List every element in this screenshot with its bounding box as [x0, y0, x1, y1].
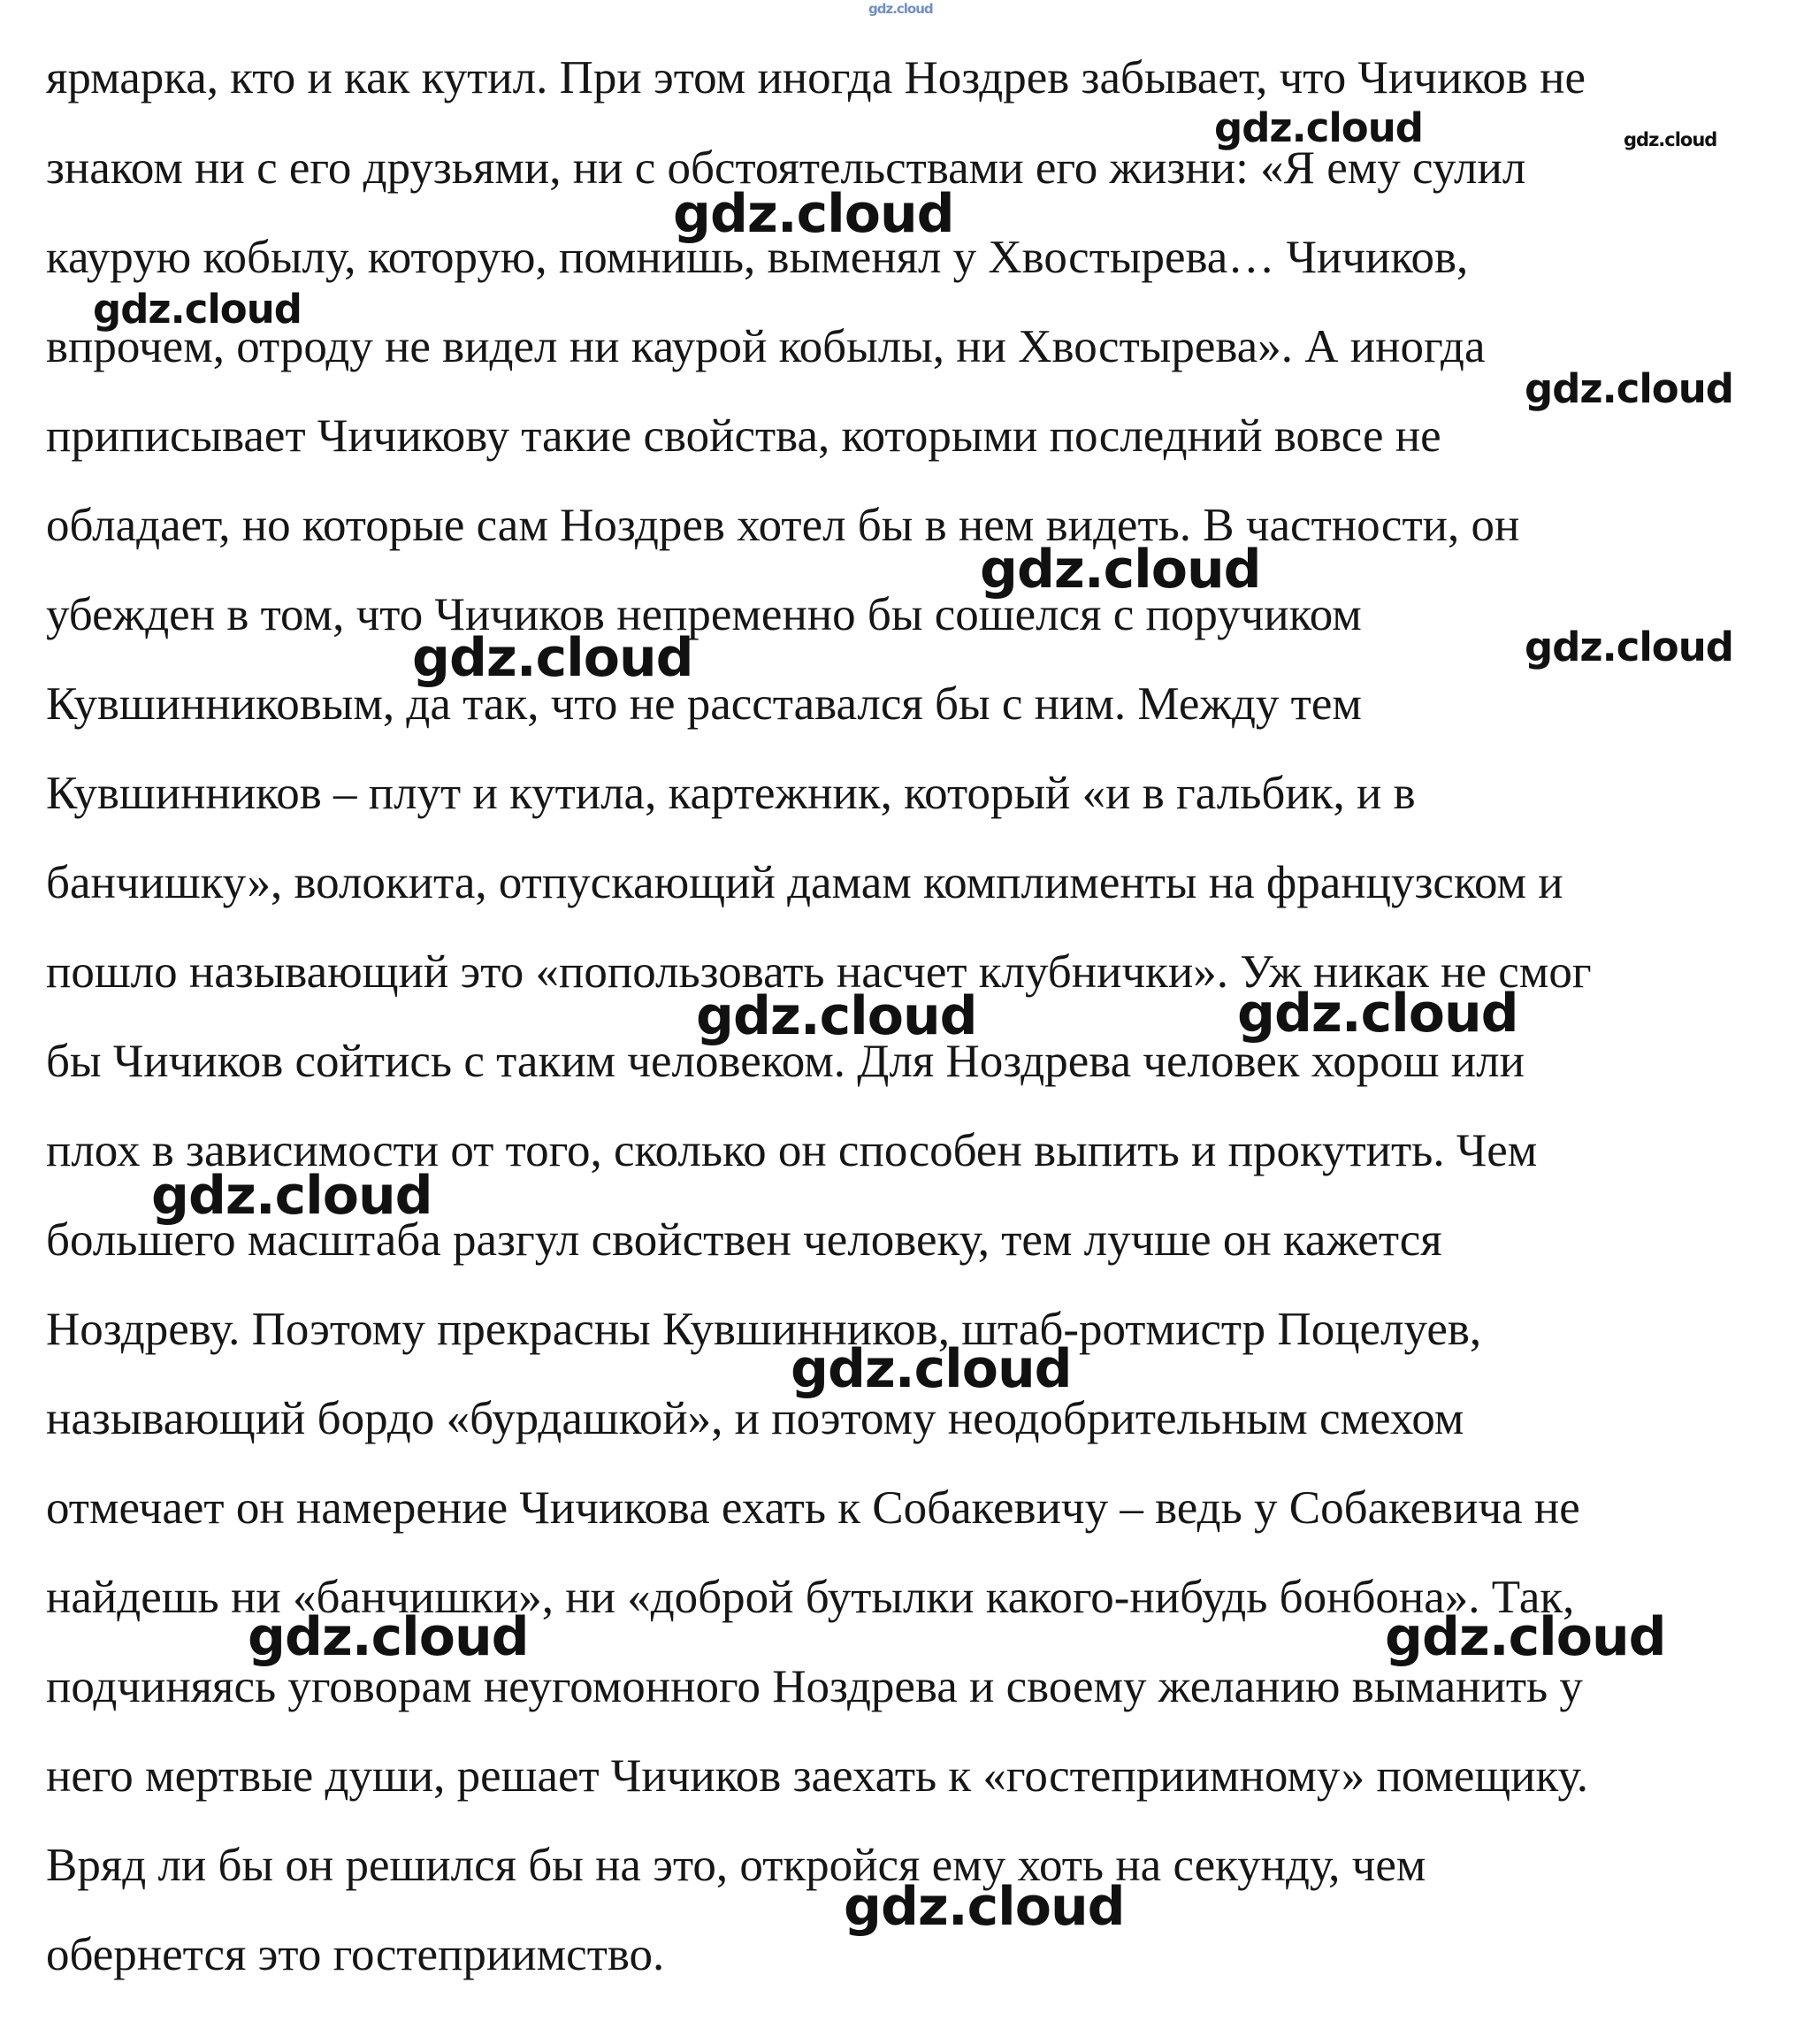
text-line: ярмарка, кто и как кутил. При этом иногда Ноздрев забывает, что Чичиков не — [46, 52, 1586, 103]
text-line: него мертвые души, решает Чичиков заехать к «гостеприимному» помещику. — [46, 1750, 1588, 1802]
watermark: gdz.cloud — [93, 286, 302, 333]
text-line: каурую кобылу, которую, помнишь, выменял у Хвостырева… Чичиков, — [46, 232, 1469, 283]
text-line: убежден в том, что Чичиков непременно бы сошелся с поручиком — [46, 589, 1362, 640]
text-line: плох в зависимости от того, сколько он способен выпить и прокутить. Чем — [46, 1125, 1538, 1176]
watermark: gdz.cloud — [1237, 983, 1518, 1045]
watermark: gdz.cloud — [844, 1876, 1125, 1938]
watermark: gdz.cloud — [980, 539, 1261, 601]
watermark: gdz.cloud — [1385, 1606, 1666, 1668]
text-line: отмечает он намерение Чичикова ехать к Собакевичу – ведь у Собакевича не — [46, 1482, 1580, 1534]
watermark: gdz.cloud — [1525, 365, 1733, 412]
text-line: приписывает Чичикову такие свойства, которыми последний вовсе не — [46, 410, 1441, 462]
text-line: Вряд ли бы он решился бы на это, откройся ему хоть на секунду, чем — [46, 1840, 1426, 1891]
text-line: найдешь ни «банчишки», ни «доброй бутылки какого-нибудь бонбона». Так, — [46, 1572, 1575, 1623]
text-line: впрочем, отроду не видел ни каурой кобылы, ни Хвостырева». А иногда — [46, 321, 1486, 372]
watermark: gdz.cloud — [696, 985, 977, 1047]
text-line: обладает, но которые сам Ноздрев хотел бы в нем видеть. В частности, он — [46, 500, 1520, 551]
watermark: gdz.cloud — [412, 627, 693, 689]
watermark: gdz.cloud — [248, 1606, 529, 1668]
watermark: gdz.cloud — [1214, 104, 1423, 151]
watermark: gdz.cloud — [1624, 129, 1717, 150]
watermark: gdz.cloud — [673, 183, 954, 245]
text-line: Кувшинников – плут и кутила, картежник, который «и в гальбик, и в — [46, 768, 1416, 819]
watermark: gdz.cloud — [791, 1338, 1072, 1400]
text-line: Ноздреву. Поэтому прекрасны Кувшинников, штаб-ротмистр Поцелуев, — [46, 1304, 1482, 1355]
watermark: gdz.cloud — [868, 1, 933, 17]
text-line: называющий бордо «бурдашкой», и поэтому неодобрительным смехом — [46, 1393, 1464, 1444]
watermark: gdz.cloud — [151, 1165, 432, 1227]
text-line: подчиняясь уговорам неугомонного Ноздрева и своему желанию выманить у — [46, 1661, 1583, 1712]
text-line: Кувшинниковым, да так, что не расставался бы с ним. Между тем — [46, 678, 1362, 730]
text-line: бы Чичиков сойтись с таким человеком. Для Ноздрева человек хорош или — [46, 1036, 1525, 1087]
text-line: большего масштаба разгул свойствен человеку, тем лучше он кажется — [46, 1214, 1442, 1266]
watermark: gdz.cloud — [1525, 624, 1733, 670]
text-line: пошло называющий это «попользовать насчет клубнички». Уж никак не смог — [46, 946, 1592, 998]
text-line: обернется это гостеприимство. — [46, 1929, 665, 1980]
text-line: банчишку», волокита, отпускающий дамам комплименты на французском и — [46, 857, 1563, 908]
text-line: знаком ни с его друзьями, ни с обстоятельствами его жизни: «Я ему сулил — [46, 142, 1526, 194]
